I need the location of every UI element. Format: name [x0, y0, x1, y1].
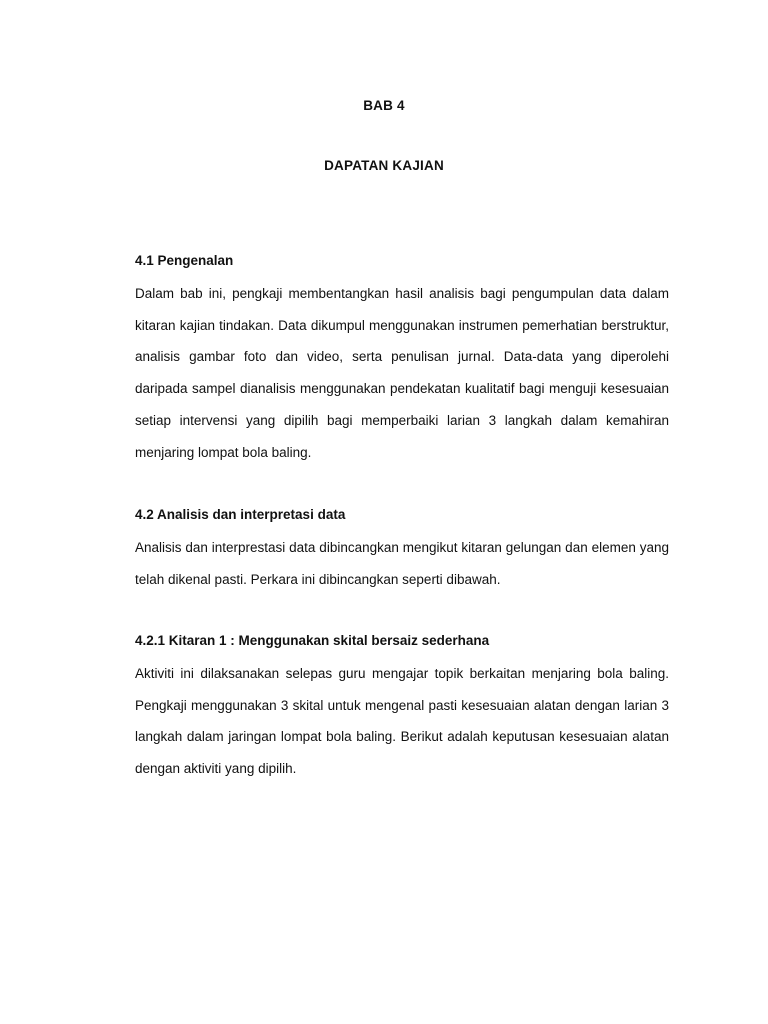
- section-heading-4-1: 4.1 Pengenalan: [135, 253, 234, 268]
- section-paragraph-4-2: Analisis dan interprestasi data dibincangkan mengikut kitaran gelungan dan elemen yang telah dikenal pasti. Perkara ini dibincangkan seperti dibawah.: [135, 540, 669, 587]
- chapter-title: DAPATAN KAJIAN: [324, 158, 444, 173]
- section-heading-4-2-1: 4.2.1 Kitaran 1 : Menggunakan skital bersaiz sederhana: [135, 633, 490, 648]
- chapter-number: BAB 4: [363, 98, 405, 113]
- section-heading-4-2: 4.2 Analisis dan interpretasi data: [135, 507, 346, 522]
- section-paragraph-4-2-1: Aktiviti ini dilaksanakan selepas guru mengajar topik berkaitan menjaring bola baling. Pengkaji menggunakan 3 skital untuk mengenal pasti kesesuaian alatan dengan larian 3 langkah dalam jaringan lompat bola baling. Berikut adalah keputusan kesesuaian alatan dengan aktiviti yang dipilih.: [135, 666, 669, 777]
- section-paragraph-4-1: Dalam bab ini, pengkaji membentangkan hasil analisis bagi pengumpulan data dalam kitaran kajian tindakan. Data dikumpul menggunakan instrumen pemerhatian berstruktur, analisis gambar foto dan video, serta penulisan jurnal. Data-data yang diperolehi daripada sampel dianalisis menggunakan pendekatan kualitatif bagi menguji kesesuaian setiap intervensi yang dipilih bagi memperbaiki larian 3 langkah dalam kemahiran menjaring lompat bola baling.: [135, 286, 669, 460]
